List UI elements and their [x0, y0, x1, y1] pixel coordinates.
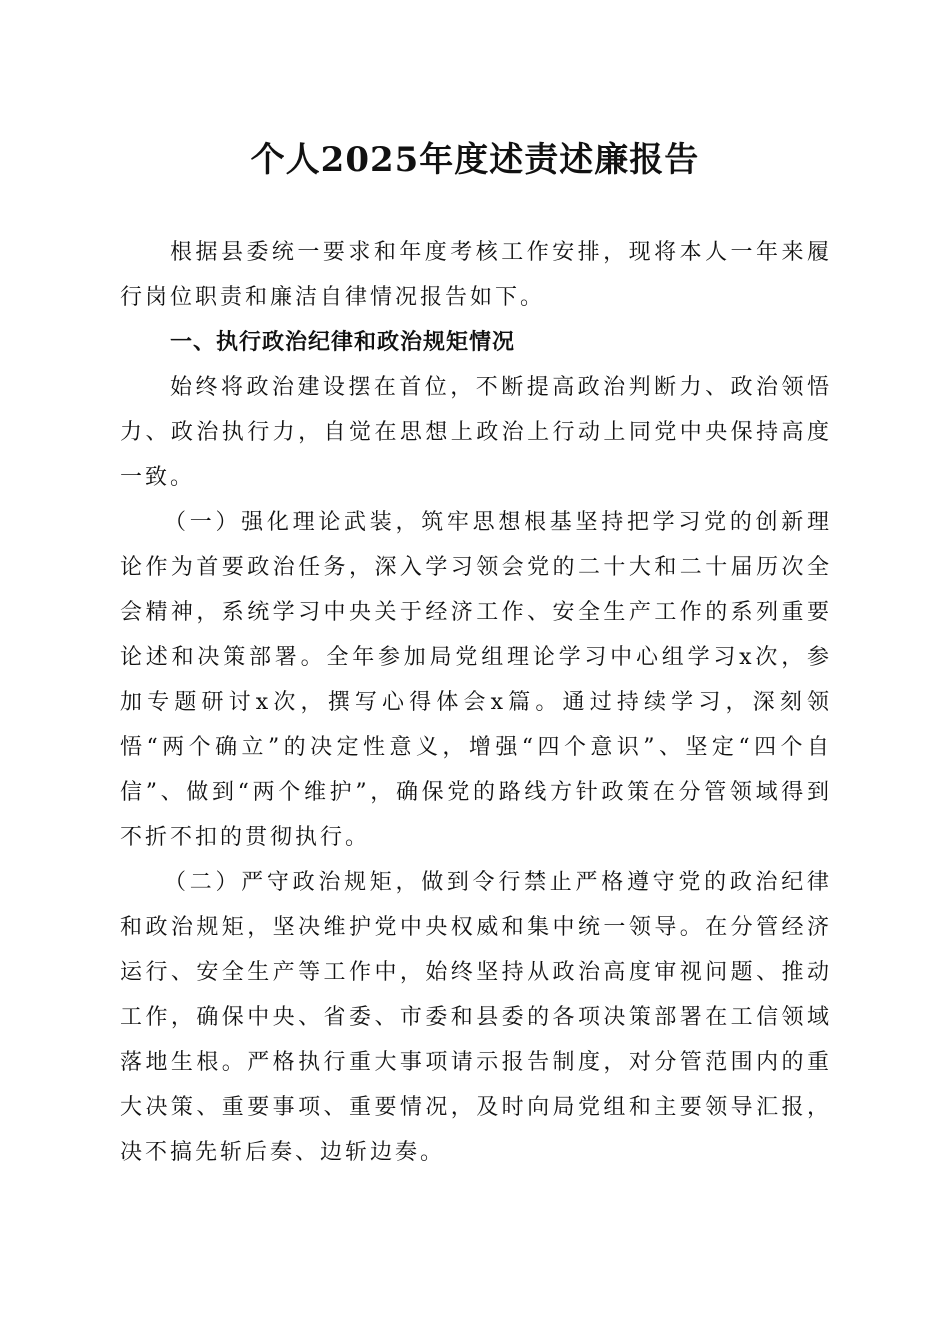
section-heading-1: 一、执行政治纪律和政治规矩情况: [170, 330, 516, 355]
section-1-intro-paragraph: 始终将政治建设摆在首位，不断提高政治判断力、政治领悟力、政治执行力，自觉在思想上政治上行动上同党中央保持高度一致。: [120, 375, 832, 490]
document-body: [120, 230, 832, 1175]
subsection-2-paragraph: （二）严守政治规矩，做到令行禁止严格遵守党的政治纪律和政治规矩，坚决维护党中央权威和集中统一领导。在分管经济运行、安全生产等工作中，始终坚持从政治高度审视问题、推动工作，确保中央、省委、市委和县委的各项决策部署在工信领域落地生根。严格执行重大事项请示报告制度，对分管范围内的重大决策、重要事项、重要情况，及时向局党组和主要领导汇报，决不搞先斩后奏、边斩边奏。: [120, 870, 832, 1165]
intro-paragraph: 根据县委统一要求和年度考核工作安排，现将本人一年来履行岗位职责和廉洁自律情况报告如下。: [120, 240, 832, 310]
subsection-1-paragraph: （一）强化理论武装，筑牢思想根基坚持把学习党的创新理论作为首要政治任务，深入学习领会党的二十大和二十届历次全会精神，系统学习中央关于经济工作、安全生产工作的系列重要论述和决策部署。全年参加局党组理论学习中心组学习x次，参加专题研讨x次，撰写心得体会x篇。通过持续学习，深刻领悟“两个确立”的决定性意义，增强“四个意识”、坚定“四个自信”、做到“两个维护”，确保党的路线方针政策在分管领域得到不折不扣的贯彻执行。: [120, 510, 832, 850]
document-title: 个人2025年度述责述廉报告: [250, 140, 700, 180]
